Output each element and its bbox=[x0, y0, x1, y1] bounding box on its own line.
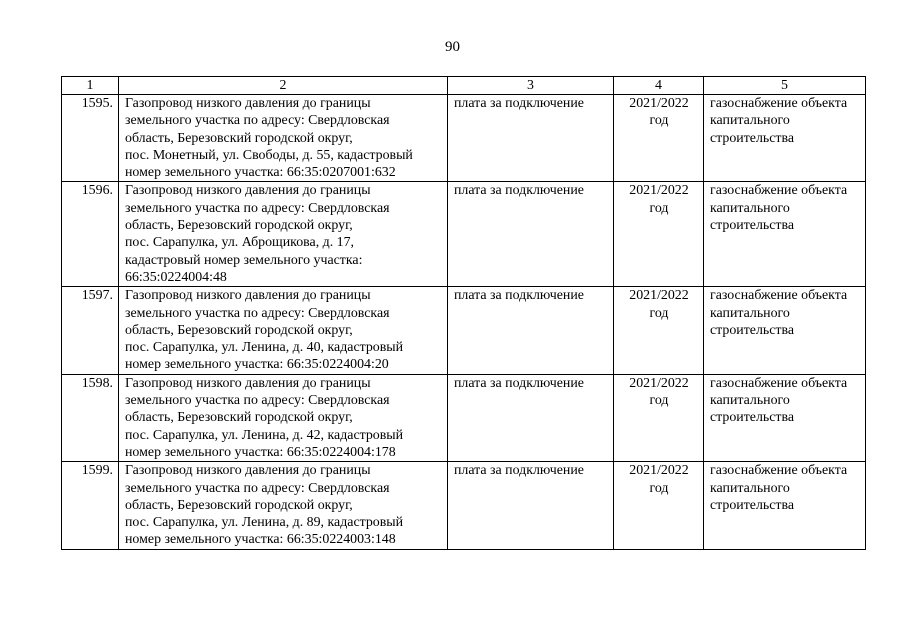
implementation-period: 2021/2022 год bbox=[614, 182, 704, 287]
purpose: газоснабжение объекта капитального строительства bbox=[704, 287, 866, 374]
description-line: 66:35:0224004:48 bbox=[125, 269, 227, 285]
object-description bbox=[119, 95, 448, 182]
header-row bbox=[62, 77, 866, 95]
row-number: 1595. bbox=[62, 95, 119, 182]
investment-program-table bbox=[61, 76, 866, 550]
table-row bbox=[62, 182, 866, 287]
description-line: Газопровод низкого давления до границы bbox=[125, 375, 371, 391]
table-body bbox=[62, 95, 866, 550]
row-number: 1597. bbox=[62, 287, 119, 374]
table-row bbox=[62, 374, 866, 461]
purpose: газоснабжение объекта капитального строительства bbox=[704, 374, 866, 461]
row-number: 1596. bbox=[62, 182, 119, 287]
description-line: область, Березовский городской округ, bbox=[125, 218, 353, 234]
implementation-period: 2021/2022 год bbox=[614, 287, 704, 374]
funding-source: плата за подключение bbox=[448, 374, 614, 461]
description-line: земельного участка по адресу: Свердловская bbox=[125, 113, 390, 129]
description-line: номер земельного участка: 66:35:0224004:178 bbox=[125, 444, 396, 460]
implementation-period: 2021/2022 год bbox=[614, 95, 704, 182]
table-row bbox=[62, 95, 866, 182]
purpose: газоснабжение объекта капитального строительства bbox=[704, 462, 866, 549]
description-line: пос. Сарапулка, ул. Ленина, д. 42, кадастровый bbox=[125, 427, 404, 443]
object-description bbox=[119, 287, 448, 374]
object-description bbox=[119, 182, 448, 287]
header-cell-4: 4 bbox=[614, 77, 704, 95]
header-cell-3: 3 bbox=[448, 77, 614, 95]
description-line: область, Березовский городской округ, bbox=[125, 130, 353, 146]
funding-source: плата за подключение bbox=[448, 182, 614, 287]
purpose: газоснабжение объекта капитального строительства bbox=[704, 182, 866, 287]
header-cell-1: 1 bbox=[62, 77, 119, 95]
description-line: Газопровод низкого давления до границы bbox=[125, 463, 371, 479]
purpose: газоснабжение объекта капитального строительства bbox=[704, 95, 866, 182]
description-line: область, Березовский городской округ, bbox=[125, 497, 353, 513]
header-cell-5: 5 bbox=[704, 77, 866, 95]
row-number: 1598. bbox=[62, 374, 119, 461]
description-line: пос. Монетный, ул. Свободы, д. 55, кадастровый bbox=[125, 147, 413, 163]
description-line: кадастровый номер земельного участка: bbox=[125, 252, 363, 268]
description-line: пос. Сарапулка, ул. Ленина, д. 40, кадастровый bbox=[125, 340, 404, 356]
description-line: земельного участка по адресу: Свердловская bbox=[125, 393, 390, 409]
header-cell-2: 2 bbox=[119, 77, 448, 95]
page-number: 90 bbox=[445, 39, 460, 55]
description-line: область, Березовский городской округ, bbox=[125, 322, 353, 338]
description-line: Газопровод низкого давления до границы bbox=[125, 288, 371, 304]
row-number: 1599. bbox=[62, 462, 119, 549]
table-row bbox=[62, 462, 866, 549]
object-description bbox=[119, 374, 448, 461]
description-line: земельного участка по адресу: Свердловская bbox=[125, 200, 390, 216]
funding-source: плата за подключение bbox=[448, 462, 614, 549]
funding-source: плата за подключение bbox=[448, 95, 614, 182]
description-line: номер земельного участка: 66:35:0207001:632 bbox=[125, 165, 396, 181]
description-line: область, Березовский городской округ, bbox=[125, 410, 353, 426]
description-line: земельного участка по адресу: Свердловская bbox=[125, 305, 390, 321]
description-line: Газопровод низкого давления до границы bbox=[125, 183, 371, 199]
implementation-period: 2021/2022 год bbox=[614, 462, 704, 549]
object-description bbox=[119, 462, 448, 549]
description-line: пос. Сарапулка, ул. Аброщикова, д. 17, bbox=[125, 235, 355, 251]
implementation-period: 2021/2022 год bbox=[614, 374, 704, 461]
description-line: Газопровод низкого давления до границы bbox=[125, 96, 371, 111]
description-line: номер земельного участка: 66:35:0224004:20 bbox=[125, 357, 389, 373]
table-header bbox=[62, 77, 866, 95]
funding-source: плата за подключение bbox=[448, 287, 614, 374]
description-line: земельного участка по адресу: Свердловская bbox=[125, 480, 390, 496]
table-row bbox=[62, 287, 866, 374]
description-line: номер земельного участка: 66:35:0224003:148 bbox=[125, 532, 396, 548]
description-line: пос. Сарапулка, ул. Ленина, д. 89, кадастровый bbox=[125, 515, 404, 531]
